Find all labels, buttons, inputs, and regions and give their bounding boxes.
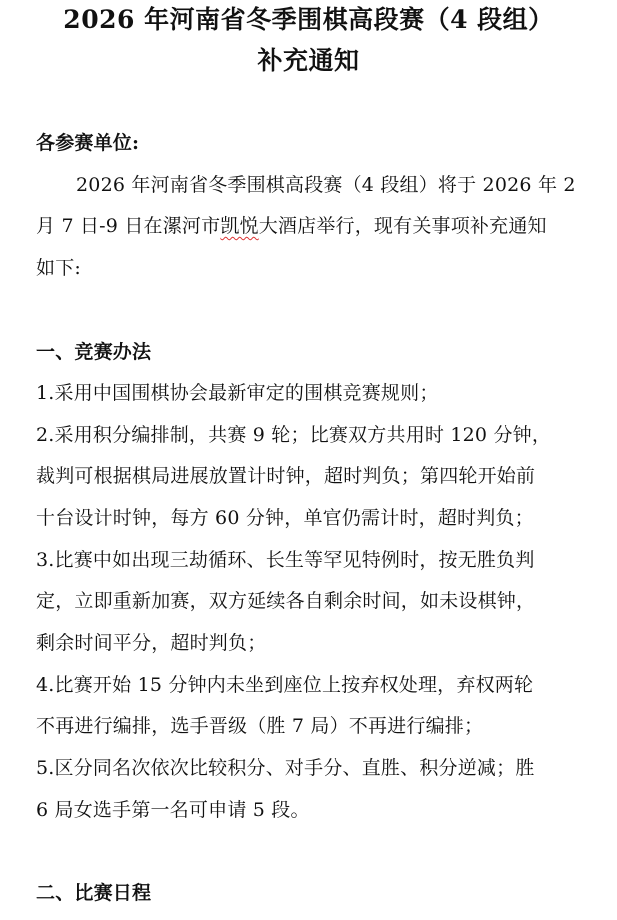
rule-line: 定，立即重新加赛，双方延续各自剩余时间，如未设棋钟， (36, 590, 536, 612)
section-1-heading: 一、竞赛办法 (36, 341, 152, 363)
document-title-line-1: 2026 年河南省冬季围棋高段赛（4 段组） (63, 5, 554, 34)
intro-line-1: 2026 年河南省冬季围棋高段赛（4 段组）将于 2026 年 2 (76, 174, 576, 196)
rule-line: 2.采用积分编排制，共赛 9 轮；比赛双方共用时 120 分钟， (36, 424, 552, 446)
rule-line: 裁判可根据棋局进展放置计时钟，超时判负；第四轮开始前 (36, 465, 536, 487)
spellcheck-flagged-word: 凯悦 (220, 215, 259, 237)
rule-line: 3.比赛中如出现三劫循环、长生等罕见特例时，按无胜负判 (36, 549, 535, 571)
document-title-line-2: 补充通知 (257, 46, 360, 75)
intro-line-2-part-c: 大酒店举行，现有关事项补充通知 (258, 215, 547, 237)
intro-line-3: 如下: (36, 257, 82, 279)
rule-line: 6 局女选手第一名可申请 5 段。 (36, 799, 310, 821)
rule-line: 剩余时间平分，超时判负； (36, 632, 267, 654)
rule-line: 十台设计时钟，每方 60 分钟，单官仍需计时，超时判负； (36, 507, 534, 529)
intro-line-2-part-a: 月 7 日-9 日在漯河市 (36, 215, 221, 237)
rule-line: 1.采用中国围棋协会最新审定的围棋竞赛规则； (36, 382, 439, 404)
rule-line: 4.比赛开始 15 分钟内未坐到座位上按弃权处理，弃权两轮 (36, 674, 534, 696)
section-2-heading: 二、比赛日程 (36, 882, 152, 904)
rule-line: 不再进行编排，选手晋级（胜 7 局）不再进行编排； (36, 715, 484, 737)
rule-line: 5.区分同名次依次比较积分、对手分、直胜、积分逆减；胜 (36, 757, 535, 779)
intro-line-2 (36, 213, 596, 239)
salutation: 各参赛单位: (36, 132, 140, 154)
